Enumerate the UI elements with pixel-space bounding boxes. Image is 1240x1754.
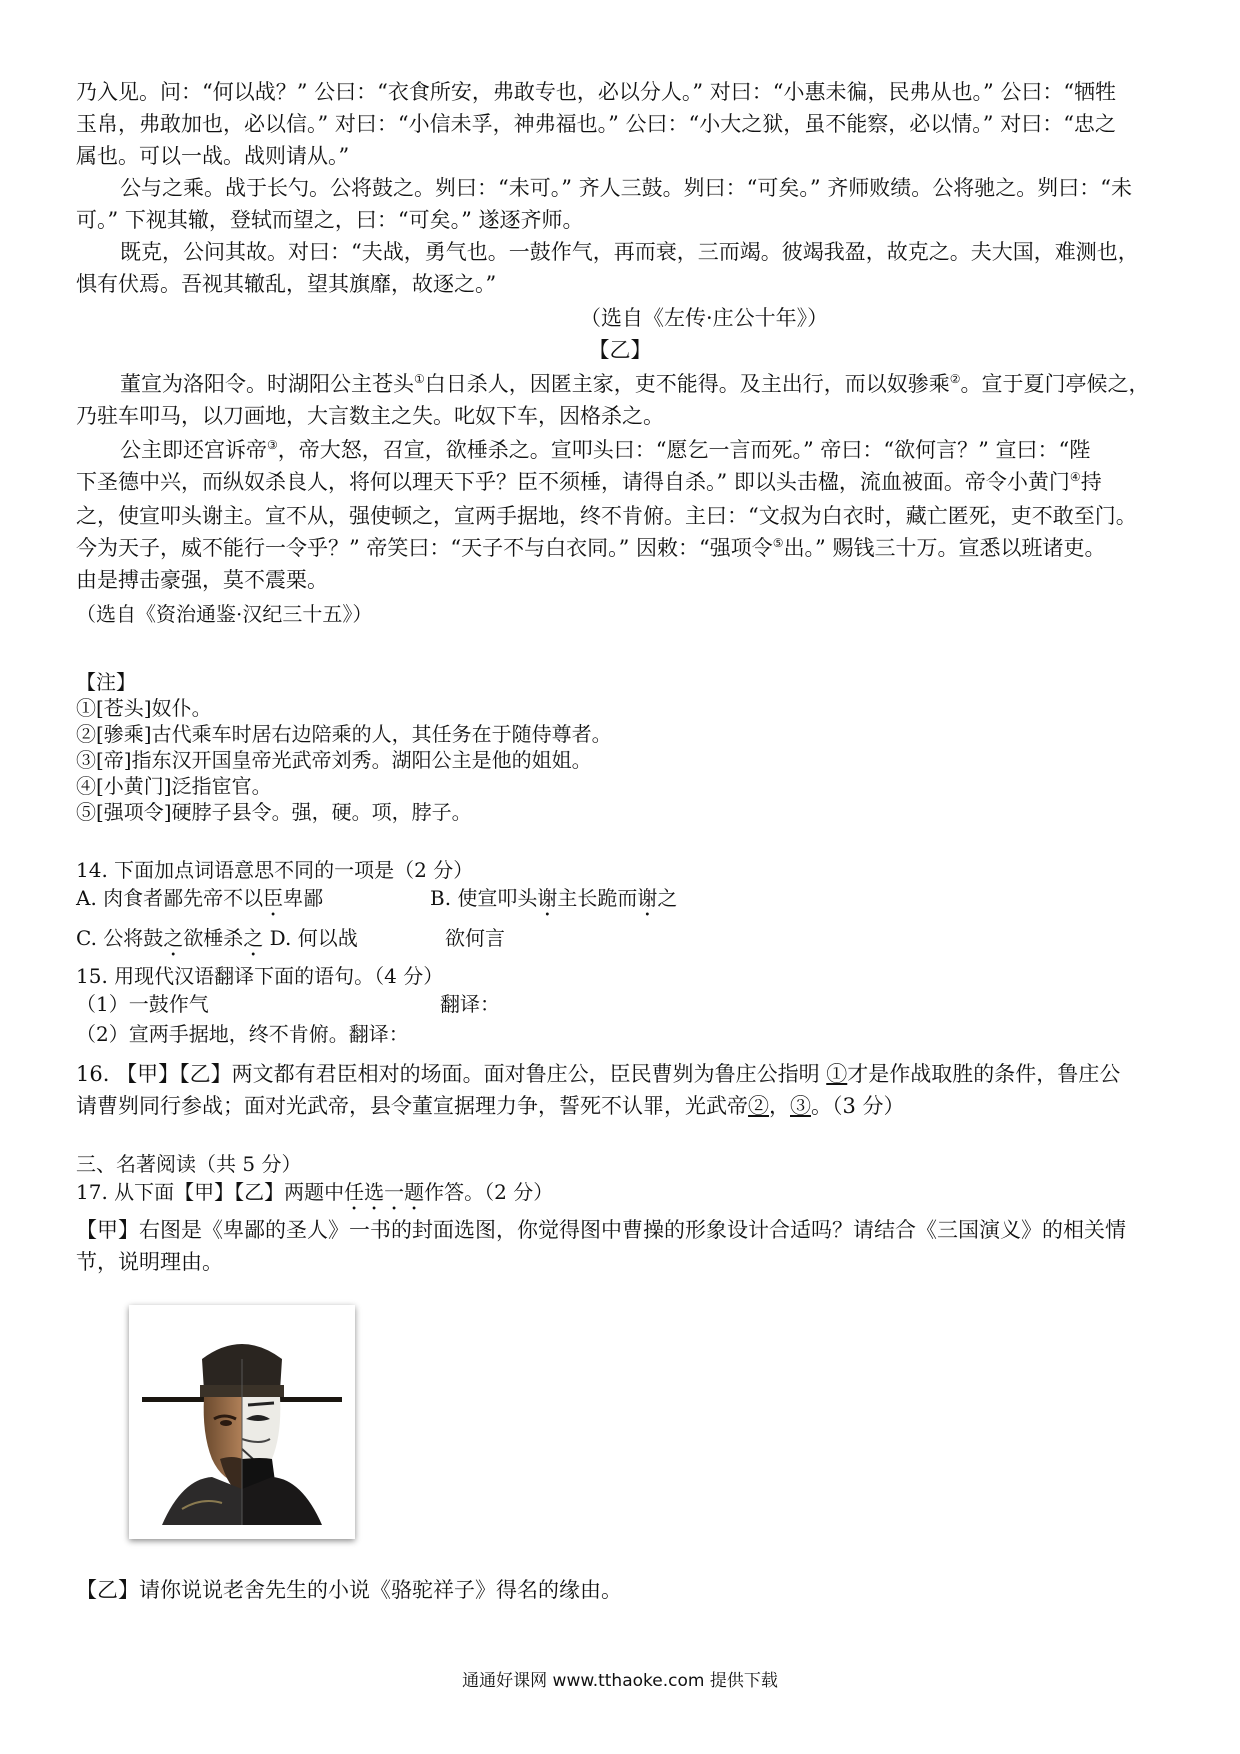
- blank-3[interactable]: ③: [790, 1094, 811, 1118]
- jia-line-1: 乃入见。问：“何以战？” 公曰：“衣食所安，弗敢专也，必以分人。” 对曰：“小惠未徧，民弗从也。” 公曰：“牺牲: [76, 80, 1117, 104]
- jia-line-2: 玉帛，弗敢加也，必以信。” 对曰：“小信未孚，神弗福也。” 公曰：“小大之狱，虽不能察，必以情。” 对曰：“忠之: [76, 112, 1116, 136]
- yi-line-4: 下圣德中兴，而纵奴杀良人，将何以理天下乎？臣不须棰，请得自杀。” 即以头击楹，流血被面。帝令小黄门④持: [76, 470, 1102, 494]
- footer-credit: 通通好课网 www.tthaoke.com 提供下载: [462, 1671, 778, 1691]
- notes-heading: 【注】: [76, 670, 136, 694]
- jia-line-7: 惧有伏焉。吾视其辙乱，望其旗靡，故逐之。”: [76, 272, 497, 296]
- yi-line-1: 董宣为洛阳令。时湖阳公主苍头①白日杀人，因匿主家，吏不能得。及主出行，而以奴骖乘②。宣于夏门亭候之，: [120, 372, 1150, 396]
- yi-line-6: 今为天子，威不能行一令乎？” 帝笑曰：“天子不与白衣同。” 因敕：“强项令⑤出。” 赐钱三十万。宣悉以班诸吏。: [76, 536, 1106, 560]
- note-ref-1: ①: [414, 372, 425, 386]
- note-2: ②[骖乘]古代乘车时居右边陪乘的人，其任务在于随侍尊者。: [76, 722, 612, 746]
- note-ref-2: ②: [949, 372, 961, 386]
- jia-source: （选自《左传·庄公十年》）: [580, 306, 829, 330]
- q15-s1-label: 翻译：: [440, 992, 500, 1016]
- cao-cao-cover-image: [129, 1305, 355, 1539]
- note-3: ③[帝]指东汉开国皇帝光武帝刘秀。湖阳公主是他的姐姐。: [76, 748, 592, 772]
- note-4: ④[小黄门]泛指宦官。: [76, 774, 272, 798]
- q14-stem: 14. 下面加点词语意思不同的一项是（2 分）: [76, 858, 474, 882]
- q17-jia-line-1: 【甲】右图是《卑鄙的圣人》一书的封面选图，你觉得图中曹操的形象设计合适吗？请结合《三国演义》的相关情: [76, 1218, 1126, 1242]
- q15-s1: （1）一鼓作气: [76, 992, 209, 1016]
- q15-s2: （2）宣两手据地，终不肯俯。翻译：: [76, 1022, 409, 1046]
- yi-heading: 【乙】: [588, 338, 652, 362]
- note-1: ①[苍头]奴仆。: [76, 696, 212, 720]
- jia-line-6: 既克，公问其故。对曰：“夫战，勇气也。一鼓作气，再而衰，三而竭。彼竭我盈，故克之。夫大国，难测也，: [120, 240, 1139, 264]
- jia-line-4: 公与之乘。战于长勺。公将鼓之。刿曰：“未可。” 齐人三鼓。刿曰：“可矣。” 齐师败绩。公将驰之。刿曰：“未: [120, 176, 1133, 200]
- q17-stem: 17. 从下面【甲】【乙】两题中任选一题作答。（2 分）: [76, 1180, 554, 1204]
- q17-jia-line-2: 节，说明理由。: [76, 1250, 223, 1274]
- yi-source: （选自《资治通鉴·汉纪三十五》）: [76, 602, 373, 626]
- jia-line-5: 可。” 下视其辙，登轼而望之，曰：“可矣。” 遂逐齐师。: [76, 208, 584, 232]
- q15-stem: 15. 用现代汉语翻译下面的语句。（4 分）: [76, 964, 444, 988]
- note-ref-5: ⑤: [772, 536, 784, 550]
- yi-line-7: 由是搏击豪强，莫不震栗。: [76, 568, 328, 592]
- q14-option-b: B. 使宣叩头谢主长跪而谢之: [430, 886, 678, 910]
- q14-option-d2: 欲何言: [445, 926, 505, 950]
- q16-line-2: 请曹刿同行参战；面对光武帝，县令董宣据理力争，誓死不认罪，光武帝②，③。（3 分）: [76, 1094, 905, 1118]
- note-ref-4: ④: [1069, 470, 1081, 484]
- q16-line-1: 16. 【甲】【乙】两文都有君臣相对的场面。面对鲁庄公，臣民曹刿为鲁庄公指明 ①才是作战取胜的条件，鲁庄公: [76, 1062, 1121, 1086]
- note-5: ⑤[强项令]硬脖子县令。强，硬。项，脖子。: [76, 800, 472, 824]
- yi-line-3: 公主即还宫诉帝③，帝大怒，召宣，欲棰杀之。宣叩头曰：“愿乞一言而死。” 帝曰：“欲何言？” 宣曰：“陛: [120, 438, 1091, 462]
- q14-option-a: A. 肉食者鄙先帝不以臣卑鄙: [76, 886, 324, 910]
- section-3-heading: 三、名著阅读（共 5 分）: [76, 1152, 302, 1176]
- q17-yi: 【乙】请你说说老舍先生的小说《骆驼祥子》得名的缘由。: [76, 1578, 622, 1602]
- yi-line-5: 之，使宣叩头谢主。宣不从，强使顿之，宣两手据地，终不肯俯。主曰：“文叔为白衣时，藏亡匿死，吏不敢至门。: [76, 504, 1137, 528]
- blank-2[interactable]: ②: [748, 1094, 769, 1118]
- blank-1[interactable]: ①: [826, 1062, 848, 1086]
- yi-line-2: 乃驻车叩马，以刀画地，大言数主之失。叱奴下车，因格杀之。: [76, 404, 664, 428]
- note-ref-3: ③: [267, 438, 278, 452]
- q14-option-c: C. 公将鼓之欲棰杀之 D. 何以战: [76, 926, 358, 950]
- jia-line-3: 属也。可以一战。战则请从。”: [76, 144, 350, 168]
